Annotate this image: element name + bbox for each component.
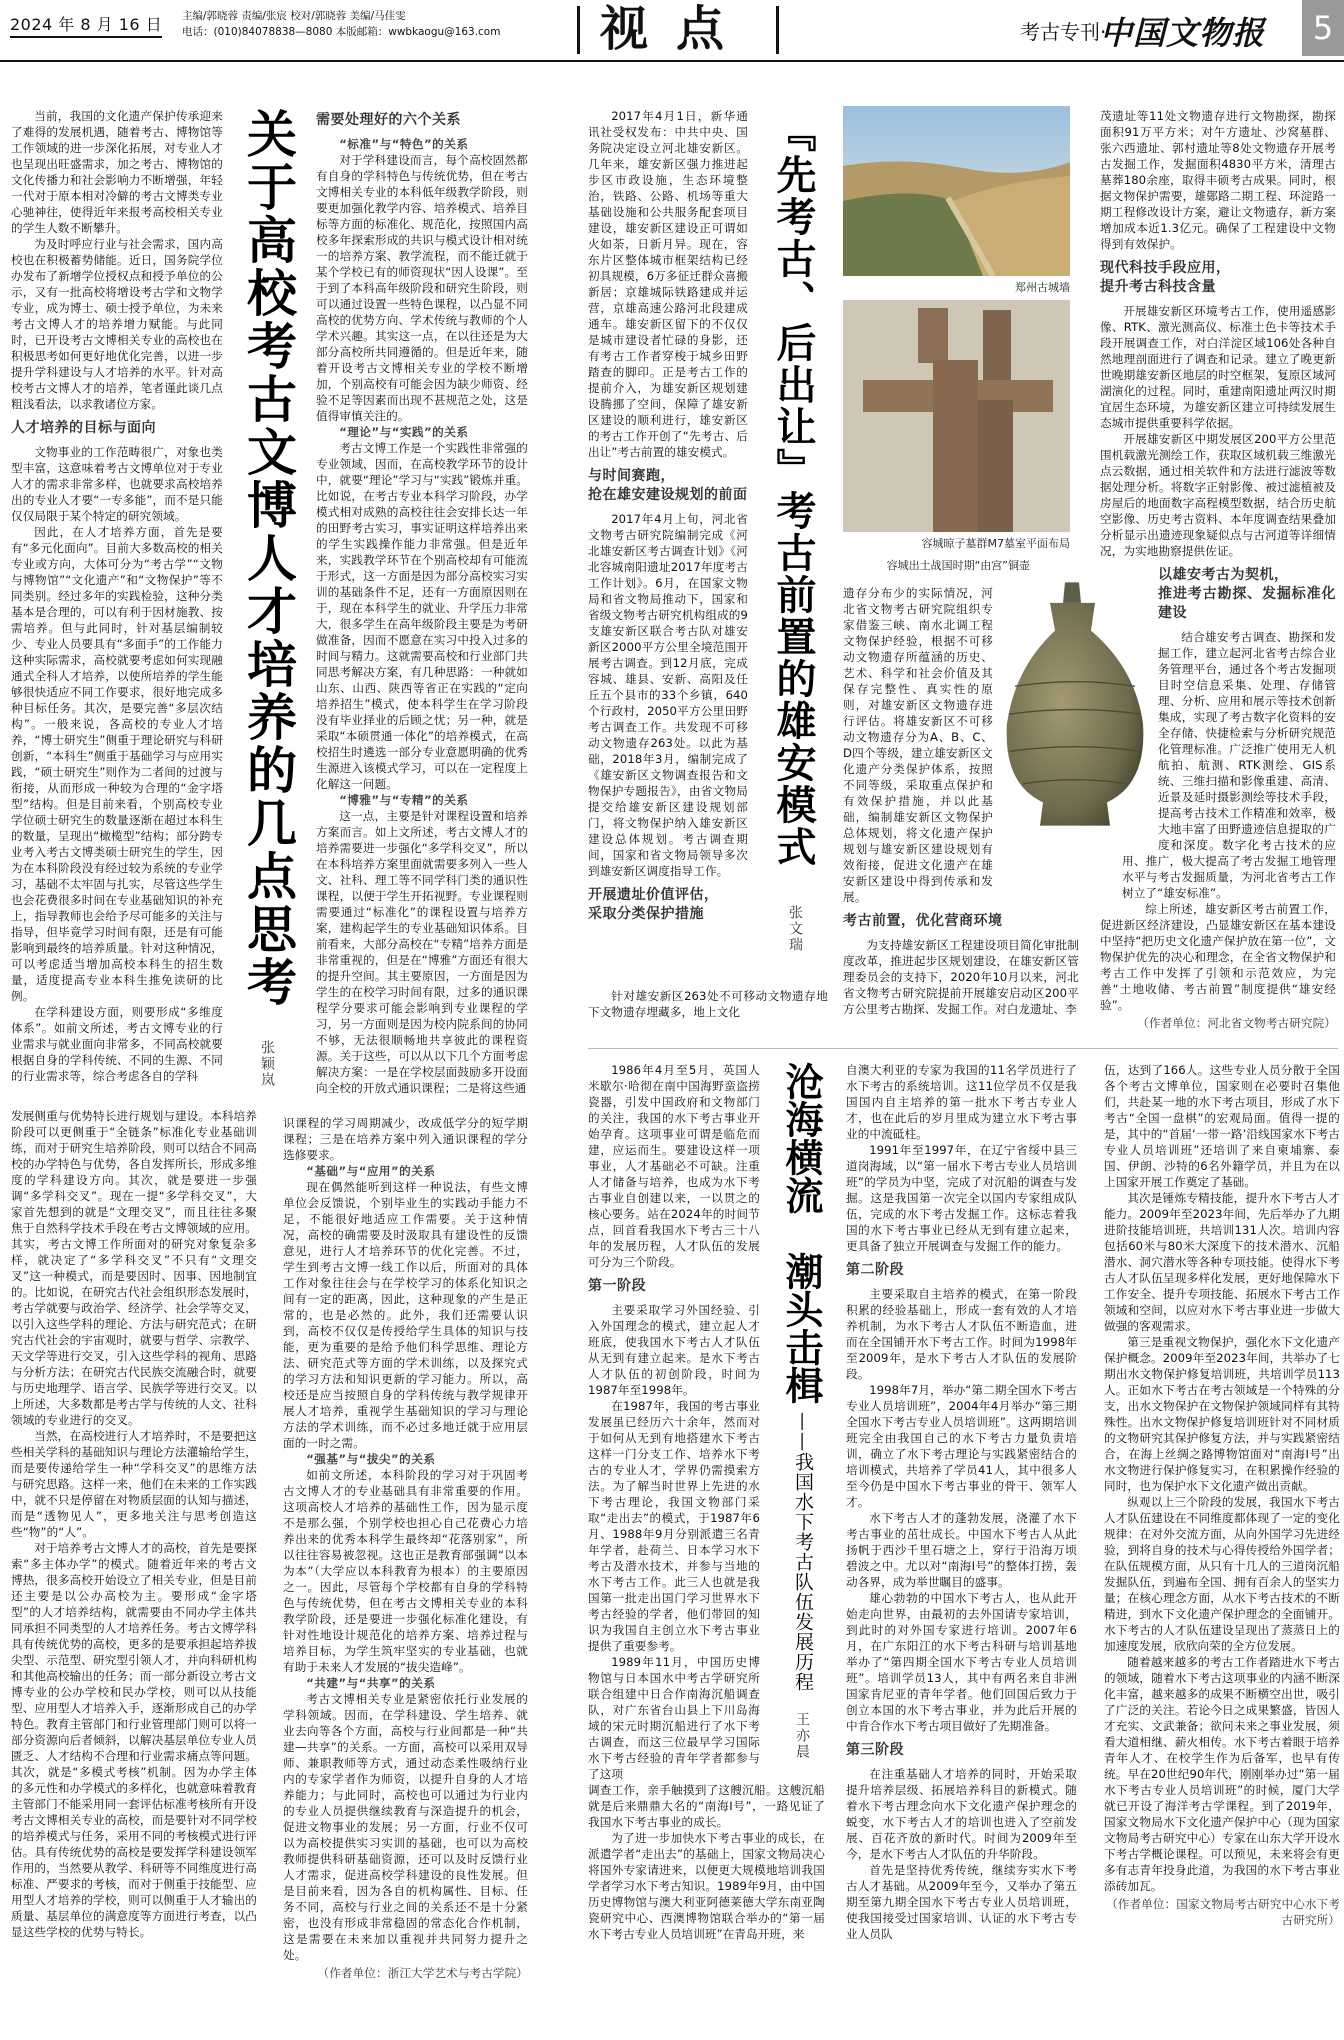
contact-line: 电话：(010)84078838—8080 本版邮箱：wwbkaogu@163.com	[182, 26, 501, 38]
section-heading: 第一阶段	[588, 1278, 646, 1294]
photo-caption: 容城晾子墓群M7墓室平面布局	[921, 537, 1070, 550]
section-heading: 以雄安考古为契机， 推进考古勘探、发掘标准化建设	[1158, 567, 1336, 621]
article1-column	[11, 1108, 257, 1940]
section-heading: 人才培养的目标与面向	[11, 420, 156, 436]
paragraph: 当前，我国的文化遗产保护传承迎来了难得的发展机遇，随着考古、博物馆等工作领域的进一步深化拓展，对专业人才也呈现出旺盛需求，加之考古、博物馆的文化传播力和社会影响力不断增强，年轻一代对于原本相对冷僻的考古文博类专业心驰神往，使得近年来报考高校相关专业的学生人数不断攀升。	[11, 109, 223, 235]
subsection-heading: “标准”与“特色”的关系	[339, 137, 469, 151]
photo-caption: 郑州古城墙	[1015, 281, 1070, 294]
subsection-heading: “共建”与“共享”的关系	[306, 1676, 436, 1690]
article2-headline: 『先考古、后出让』考古前置的雄安模式	[770, 112, 817, 868]
article2-column	[1100, 108, 1336, 1031]
article3-headline: 沧海横流 潮头击楫	[779, 1062, 824, 1404]
image-wrap-spacer	[1100, 843, 1122, 903]
subsection-heading: “博雅”与“专精”的关系	[339, 793, 469, 807]
article1-author: 张颖岚	[259, 1040, 275, 1088]
paragraph: 1989年11月，中国历史博物馆与日本国水中考古学研究所联合组建中日合作南海沉船调查队，对广东省台山县上下川岛海域的宋元时期沉船进行了水下考古调查，而这三位最早学习国际水下考古经验的青年学者都参与了这项	[588, 1655, 760, 1781]
article2-column	[588, 988, 828, 1020]
divider	[577, 6, 580, 54]
subsection-heading: “理论”与“实践”的关系	[339, 425, 469, 439]
paragraph: 在1987年，我国的考古事业发展虽已经历六十余年，然而对于如何从无到有地搭建水下考古这样一门分支工作、培养水下考古的专业人才，学界仍需摸索方法。为了解当时世界上先进的水下考古理论，我国文物部门采取“走出去”的模式，于1987年6月、1988年9月分别派遣三名青年学者，赴荷兰、日本学习水下考古及潜水技术，并参与当地的水下考古工作。此三人也就是我国第一批走出国门学习世界水下考古经验的学者，他们带回的知识为我国自主创立水下考古事业提供了重要参考。	[588, 1399, 760, 1653]
paragraph: 纵观以上三个阶段的发展，我国水下考古人才队伍建设在不同维度都体现了一定的变化规律：在对外交流方面，从向外国学习先进经验，到将自身的技术与心得传授给外国学者；在队伍规模方面，从只有十几人的三道岗沉船发掘队伍，到遍布全国、拥有百余人的坚实力量；在核心理念方面，从水下考古技术的不断精进，到水下文化遗产保护理念的全面铺开。水下考古的人才队伍建设呈现出了蒸蒸日上的加速度发展，欣欣向荣的全方位发展。	[1104, 1495, 1340, 1653]
photo-tomb-layout	[843, 300, 1070, 532]
paragraph: 对于培养考古文博人才的高校，首先是要探索“多主体办学”的模式。随着近年来的考古文博热，很多高校开始设立了相关专业，但是目前还主要是以公办高校为主。要形成“金字塔型”的人才培养结构，就需要由不同办学主体共同承担不同类型的人才培养任务。考古文博学科具有传统优势的高校，更多的是要承担起培养拔尖型、示范型、研究型引领人才，并向科研机构和其他高校输出的任务；而一部分新设立考古文博专业的公办学校和民办学校，则可以从技能型、应用型人才培养入手，逐渐形成自己的办学特色。教育主管部门和行业管理部门则可以将一部分资源向后者倾斜，以解决基层单位专业人员匮乏、人才结构不合理和行业需求痛点等问题。其次，就是“多模式考核”机制。因为办学主体的多元性和办学模式的多样化，也就意味着教育主管部门不能采用同一套评估标准考核所有开设考古文博相关专业的高校，而是要针对不同学校的培养模式与任务，采用不同的考核模式进行评估。具有传统优势的高校是要发挥学科建设领军作用的，当然要从教学、科研等不同维度进行高标准、严要求的考核，而对于侧重于技能型、应用型人才培养的学校，则可以侧重于人才输出的质量、基层单位的满意度等方面进行考查，以凸显这些学校的优势与特长。	[11, 1541, 257, 1939]
paragraph: 首先是坚持优秀传统，继续夯实水下考古人才基础。从2009年至今，又举办了第五期至第九期全国水下考古专业人员培训班，使我国接受过国家培训、认证的水下考古专业人员队	[846, 1863, 1077, 1941]
paragraph: 在学科建设方面，则要形成“多维度体系”。如前文所述，考古文博专业的行业需求与就业面向非常多，不同高校就要根据自身的学科传统、不同的生源、不同的行业需求等，综合考虑各自的学科	[11, 1005, 223, 1083]
section-heading: 开展遗址价值评估， 采取分类保护措施	[588, 887, 719, 922]
article3-column	[588, 1062, 760, 1782]
section-heading: 现代科技手段应用， 提升考古科技含量	[1100, 260, 1231, 295]
paragraph: 茂遗址等11处文物遗存进行文物勘探，勘探面积91万平方米；对午方遗址、沙窝墓群、张六西遗址、郭村遗址等8处文物遗存开展考古发掘工作，发掘面积4830平方米，清理古墓葬180余座，取得丰硕考古成果。同时，根据文物保护需要，雄鄚路二期工程、环淀路一期工程修改设计方案，避让文物遗存，新方案增加成本近1.3亿元。确保了工程建设中文物得到有效保护。	[1100, 109, 1336, 251]
article1-column	[316, 111, 528, 1115]
supplement-name: 考古专刊·	[1020, 20, 1107, 44]
paragraph: 其次是锤炼专精技能，提升水下考古人才能力。2009年至2023年间，先后举办了九期进阶技能培训班，共培训131人次。培训内容包括60米与80米大深度下的技术潜水、沉船潜水、洞穴潜水等各种专项技能。使得水下考古人才队伍呈现多样化发展，更好地保障水下工作安全、提升专项技能、拓展水下考古工作领域和空间，以应对水下考古事业进一步做大做强的客观需求。	[1104, 1191, 1340, 1333]
paragraph: 1991年至1997年，在辽宁省绥中县三道岗海域，以“第一届水下考古专业人员培训班”的学员为中坚，完成了对沉船的调查与发掘。这是我国第一次完全以国内专家组成队伍，完成的水下考古发掘工作。这标志着我国的水下考古事业已经从无到有建立起来，更具备了独立开展调查与发掘工作的能力。	[846, 1143, 1077, 1253]
article2-middle-stack	[843, 585, 1079, 1017]
article3-column	[1104, 1062, 1340, 1928]
paragraph: 如前文所述，本科阶段的学习对于巩固考古文博人才的专业基础具有非常重要的作用。这项高校人才培养的基础性工作，因为显示度不是那么强，个别学校也担心自己花费心力培养出来的优秀本科学生最终却“花落别家”，所以往往容易被忽视。这也正是教育部强调“以本为本”（大学应以本科教育为根本）的主要原因之一。因此，尽管每个学校都有自身的学科特色与传统优势，但在考古文博相关专业的本科教学阶段，还是要进一步强化标准化建设，有针对性地设计规范化的培养方案、培养过程与培养目标，为学生筑牢坚实的专业基础，也就有助于未来人才发展的“拔尖造峰”。	[283, 1468, 528, 1674]
photo-zhengzhou-city-wall	[843, 106, 1070, 276]
article1-headline: 关于高校考古文博人才培养的几点思考	[239, 108, 298, 1009]
issue-date: 2024 年 8 月 16 日	[10, 12, 162, 38]
paragraph: 1986年4月至5月，英国人米歇尔·哈彻在南中国海野蛮盗捞瓷器，引发中国政府和文物部门的关注，我国的水下考古事业开始孕育。这项事业可谓是临危而建，应运而生。要建设这样一项事业，人才基础必不可缺。注重人才储备与培养，也成为水下考古事业自创建以来，一以贯之的核心要务。站在2024年的时间节点，回首看我国水下考古三十八年的发展历程，人才队伍的发展可分为三个阶段。	[588, 1063, 760, 1269]
paragraph: 伍，达到了166人。这些专业人员分散于全国各个考古文博单位，国家则在必要时召集他们，共赴某一地的水下考古项目，形成了水下考古“全国一盘棋”的宏观局面。值得一提的是，其中的“首届‘一带一路’沿线国家水下考古专业人员培训班”还培训了来自柬埔寨、泰国、伊朗、沙特的6名外籍学员，并且为在以上国家开展工作奠定了基础。	[1104, 1063, 1340, 1189]
article3-column	[588, 1782, 825, 1942]
author-affiliation: （作者单位：河北省文物考古研究院）	[1137, 1016, 1336, 1030]
author-affiliation: （作者单位：国家文物局考古研究中心水下考古研究所）	[1106, 1897, 1340, 1927]
photo-caption: 容城出土战国时期“由宫”铜壶	[886, 559, 1030, 572]
article2-left-stack	[588, 108, 828, 1020]
subsection-heading: “强基”与“拔尖”的关系	[306, 1452, 436, 1466]
section-title: 视点	[600, 1, 753, 57]
staff-line: 主编/郭晓蓉 责编/张宸 校对/郭晓蓉 美编/马佳雯	[182, 10, 406, 22]
paragraph: 当然，在高校进行人才培养时，不是要把这些相关学科的基础知识与理论方法灌输给学生，而是要传递给学生一种“学科交叉”的思维方法与研究思路。这样一来，他们在未来的工作实践中，就不只是停留在对物质层面的认知与描述，而是“透物见人”，更多地关注与思考创造这些“物”的“人”。	[11, 1429, 257, 1539]
paragraph: 第三是重视文物保护，强化水下文化遗产保护概念。2009年至2023年间，共举办了七期出水文物保护修复培训班，共培训学员113人。正如水下考古在考古领域是一个特殊的分支，出水文物保护在文物保护领域同样有其特殊性。出水文物保护修复培训班针对不同材质的文物研究其保护修复方法，并与实践紧密结合，在海上丝绸之路博物馆面对“南海Ⅰ号”出水文物进行保护修复实习，在积累操作经验的同时，也为保护水下文化遗产做出贡献。	[1104, 1335, 1340, 1493]
editorial-staff	[182, 8, 500, 40]
article3-column	[846, 1062, 1077, 1942]
city-wall-image	[843, 106, 1070, 276]
subsection-heading: “基础”与“应用”的关系	[306, 1164, 436, 1178]
article2-author: 张文瑞	[787, 905, 803, 953]
paragraph: 水下考古人才的蓬勃发展，浇灌了水下考古事业的茁壮成长。中国水下考古人从此扬帆于西沙千里石塘之上，穿行于沿海万顷碧波之中。尤以对“南海Ⅰ号”的整体打捞，轰动各界，成为举世瞩目的盛事。	[846, 1511, 1077, 1589]
paragraph: 主要采取学习外国经验、引入外国理念的模式，建立起人才班底，使我国水下考古人才队伍从无到有建立起来。是水下考古人才队伍的初创阶段，时间为1987年至1998年。	[588, 1303, 760, 1397]
article2-column	[843, 585, 993, 905]
paragraph: 调查工作，亲手触摸到了这艘沉船。这艘沉船就是后来鼎鼎大名的“南海Ⅰ号”，一路见证了我国水下考古事业的成长。	[588, 1783, 825, 1829]
section-heading: 与时间赛跑， 抢在雄安建设规划的前面	[588, 468, 748, 503]
paragraph: 为了进一步加快水下考古事业的成长，在派遣学者“走出去”的基础上，国家文物局决心将国外专家请进来，以便更大规模地培训我国学者学习水下考古知识。1989年9月，由中国历史博物馆与澳大利亚阿德莱德大学东南亚陶瓷研究中心、西澳博物馆联合举办的“第一届水下考古专业人员培训班”在青岛开班，来	[588, 1831, 825, 1941]
article2-column	[588, 108, 748, 988]
paragraph: 2017年4月上旬，河北省文物考古研究院编制完成《河北雄安新区考古调查计划》《河北容城南阳遗址2017年度考古工作计划》。6月，在国家文物局和省文物局推动下，国家和省级文物考古研究机构组成的9支雄安新区联合考古队对雄安新区2000平方公里全境范围开展考古调查。到12月底，完成容城、雄县、安新、高阳及任丘五个县市的33个乡镇，640个行政村，2050平方公里田野考古调查工作。共发现不可移动文物遗存263处。以此为基础，2018年3月，编制完成了《雄安新区文物调查报告和文物保护专题报告》，由省文物局提交给雄安新区建设规划部门，将文物保护纳入雄安新区建设总体规划。考古调查期间，国家和省文物局领导多次到雄安新区调度指导工作。	[588, 512, 748, 878]
image-wrap-spacer	[1100, 578, 1158, 843]
paragraph: 开展雄安新区环境考古工作，使用遥感影像、RTK、激光测高仪、标准土色卡等技术手段开展调查工作，对白洋淀区域106处各种自然地理剖面进行了调查和记录。建立了晚更新世晚期雄安新区地层的时空框架，复原区域河湖演化的过程。同时，重建南阳遗址两汉时期宜居生态环境，为雄安新区建立可持续发展生态城市提供重要科学依据。	[1100, 304, 1336, 430]
paragraph: 为及时呼应行业与社会需求，国内高校也在积极蓄势储能。近日，国务院学位办发布了新增学位授权点和授予单位的公示，又有一批高校将增设考古学和文物学专业，成为博士、硕士授予单位，为未来考古文博人才的培养增力赋能。与此同时，已开设考古文博相关专业的高校也在积极思考如何更好地优化完善，以进一步提升学科建设与人才培养的水平。针对高校考古文博人才的培养，笔者谨此谈几点粗浅看法，以求教诸位方家。	[11, 237, 223, 411]
article3-left-stack	[588, 1062, 825, 1942]
paragraph: 考古文博工作是一个实践性非常强的专业领域，因而，在高校教学环节的设计中，就要“理论”学习与“实践”锻炼并重。比如说，在考古专业本科学习阶段，办学模式相对成熟的高校往往会安排长达一年的田野考古实习，事实证明这样培养出来的学生实践操作能力非常强。但是近年来，实践教学环节在个别高校却有可能流于形式，这一方面是因为部分高校实习实训的基础条件不足，还有一方面原因则在于，现在本科学生的就业、升学压力非常大，很多学生在高年级阶段主要是为考研做准备，因而不愿意在实习中投入过多的时间与精力。这就需要高校和行业部门共同思考解决方案，有几种思路：一种就如山东、山西、陕西等省正在实践的“定向培养招生”模式，使本科学生在学习阶段没有毕业择业的后顾之忧；另一种，就是采取“本硕贯通一体化”的培养模式，在高校招生时遴选一部分专业意愿明确的优秀生源进入该模式学习，可以在一定程度上化解这一问题。	[316, 441, 528, 791]
section-heading: 第二阶段	[846, 1262, 904, 1278]
article2-column	[843, 912, 1079, 1017]
paragraph: 在注重基础人才培养的同时，开始采取提升培养层级、拓展培养科目的新模式。随着水下考古理念向水下文化遗产保护理念的蜕变，水下考古人才的培训也进入了空前发展、百花齐放的新时代。时间为2009年至今，是水下考古人才队伍的升华阶段。	[846, 1767, 1077, 1861]
section-heading: 考古前置，优化营商环境	[843, 913, 1003, 929]
paragraph: 对于学科建设而言，每个高校固然都有自身的学科特色与传统优势，但在考古文博相关专业的本科低年级教学阶段，则要更加强化教学内容、培养模式、培养目标等方面的标准化、规范化，按照国内高校多年探索形成的共识与模式设计相对统一的培养方案、教学流程，而不能迁就于某个学校已有的师资现状“因人设课”。至于到了本科高年级阶段和研究生阶段，则可以通过设置一些特色课程，以凸显不同高校的优势方向、学术传统与教师的个人学术兴趣。其实这一点，在以往还是为大部分高校所共同遵循的。但是近年来，随着开设考古文博相关专业的学校不断增加，个别高校有可能会因为缺少师资、经验不足等因素而出现不甚规范之处，这是值得审慎关注的。	[316, 153, 528, 423]
author-affiliation: （作者单位：浙江大学艺术与考古学院）	[317, 1966, 528, 1980]
divider	[776, 6, 779, 54]
paragraph: 考古文博相关专业是紧密依托行业发展的学科领域。因而，在学科建设、学生培养、就业去向等各个方面，高校与行业间都是一种“共建—共享”的关系。一方面，高校可以采用双导师、兼职教师等方式，通过动态柔性吸纳行业内的专家学者作为师资，以提升自身的人才培养能力；与此同时，高校也可以通过为行业内的专业人员提供继续教育与深造提升的机会，促进文物事业的发展；另一方面，行业不仅可以为高校提供实习实训的基础，也可以为高校教师提供科研基础资源，还可以及时反馈行业人才需求，促进高校学科建设的良性发展。但是目前来看，因为各自的机构属性、目标、任务不同，高校与行业之间的关系还不是十分紧密，也没有形成非常稳固的常态化合作机制，这是需要在未来加以重视并共同努力提升之处。	[283, 1692, 528, 1962]
paragraph: 这一点，主要是针对课程设置和培养方案而言。如上文所述，考古文博人才的培养需要进一步强化“多学科交叉”，所以在本科培养方案里面就需要多列入一些人文、社科、理工等不同学科门类的通识性课程，以便于学生开拓视野。专业课程则需要通过“标准化”的课程设置与培养方案，建构起学生的专业基础知识体系。目前看来，大部分高校在“专精”培养方面是非常重视的，但是在“博雅”方面还有很大的提升空间。其主要原因，一方面是因为学生的在校学习时间有限，过多的通识课程学分要求可能会影响到专业课程的学习，另一方面则是因为校内院系间的协同不够，无法很顺畅地共享彼此的课程资源。关于这些，可以从以下几个方面考虑解决方案：一是在学校层面鼓励多开设面向全校的开放式通识课程；二是将这些通	[316, 809, 528, 1095]
newspaper-logo: 中国文物报	[1100, 14, 1266, 52]
paragraph: 雄心勃勃的中国水下考古人，也从此开始走向世界，由最初的去外国请专家培训，到此时的对外国专家进行培训。2007年6月，在广东阳江的水下考古科研与培训基地举办了“第四期全国水下考古专业人员培训班”。培训学员13人，其中有两名来自非洲国家肯尼亚的青年学者。他们回国后致力于创立本国的水下考古事业，并为此后开展的中肯合作水下考古项目做好了先期准备。	[846, 1591, 1077, 1733]
paragraph: 2017年4月1日，新华通讯社受权发布：中共中央、国务院决定设立河北雄安新区。几年来，雄安新区强力推进起步区市政设施，生态环境整治，铁路、公路、机场等重大基础设施和公共服务配套项目建设，雄安新区建设正可谓如火如荼，日新月异。现在，容东片区整体城市框架结构已经初具规模，6万多征迁群众喜搬新居；京雄城际铁路建成并运营，京雄高速公路河北段建成通车。雄安新区留下的不仅仅是城市建设者忙碌的身影，还有考古工作者穿梭于城乡田野踏查的脚印。正是考古工作的提前介入，为雄安新区规划建设腾挪了空间，保障了雄安新区建设的顺利进行，雄安新区的考古工作开创了“先考古、后出让”考古前置的雄安模式。	[588, 109, 748, 459]
paragraph: 遗存分布少的实际情况，河北省文物考古研究院组织专家借鉴三峡、南水北调工程文物保护经验，根据不可移动文物遗存所蕴涵的历史、艺术、科学和社会价值及其保存完整性、真实性的原则，对雄安新区文物遗存进行评估。将雄安新区不可移动文物遗存分为A、B、C、D四个等级，建立雄安新区文化遗产分类保护体系，按照不同等级，采取重点保护和有效保护措施，并以此基础，编制雄安新区文物保护总体规划，将文化遗产保护规划与雄安新区建设规划有效衔接，促进文化遗产在雄安新区建设中得到传承和发展。	[843, 586, 993, 904]
article1-column	[283, 1115, 528, 1981]
paragraph: 现在偶然能听到这样一种说法，有些文博单位会反馈说，个别毕业生的实践动手能力不足，不能很好地适应工作需要。关于这种情况，高校的确需要及时汲取具有建设性的反馈意见，进行人才培养环节的优化完善。不过，学生到考古文博一线工作以后，所面对的具体工作对象往往会与在学校学习的体系化知识之间有一定的距离，因此，这种现象的产生是正常的，也是必然的。此外，我们还需要认识到，高校不仅仅是传授给学生具体的知识与技能，更为重要的是给予他们科学思维、理论方法、研究范式等方面的学术训练，以及探究式的学习方法和知识更新的学习能力。所以，高校还是应当按照自身的学科传统与教学规律开展人才培养，重视学生基础知识的学习与理论方法的学术训练，而不必过多地迁就于应用层面的一时之需。	[283, 1180, 528, 1450]
paragraph: 发展侧重与优势特长进行规划与建设。本科培养阶段可以更侧重于“全链条”标准化专业基础训练，而对于研究生培养阶段，则可以结合不同高校的办学特色与优势，各自发挥所长，形成多维度的学科建设方向。其次，就是要进一步强调“多学科交叉”。现在一提“多学科交叉”，大家首先想到的就是“文理交叉”，而且往往多聚焦于自然科学技术手段在考古文博领域的应用。其实，考古文博工作所面对的研究对象复杂多样，就决定了“多学科交叉”不只有“文理交叉”这一种模式，而是要因时、因事、因地制宜的。比如说，在研究古代社会组织形态发展时，考古学就要与政治学、经济学、社会学等交叉，以引入这些学科的理论、方法与研究范式；在研究古代社会的宇宙观时，就要与哲学、宗教学、天文学等进行交叉，引入这些学科的视角、思路与分析方法；在研究古代民族交流融合时，就要与历史地理学、语言学、民族学等进行交叉。以上所述，大多数都是考古学与传统的人文、社科领域的专业进行的交叉。	[11, 1109, 257, 1427]
paragraph: 识课程的学习周期减少，改成低学分的短学期课程；三是在培养方案中列入通识课程的学分选修要求。	[283, 1116, 528, 1162]
article1-right-stack	[283, 104, 528, 1981]
paragraph: 开展雄安新区中期发展区200平方公里范围机载激光测绘工作，获取区域机载三维激光点云数据，通过相关软件和方法进行滤波等数据处理分析。将数字正射影像、被过滤植被及房屋后的地面数字高程模型数据，结合历史航空影像、历史考古资料、本年度调查结果叠加分析显示出遗迹现象疑似点与古河道等详细情况，为实地勘察提供佐证。	[1100, 432, 1336, 558]
paragraph: 随着越来越多的考古工作者踏进水下考古的领域，随着水下考古这项事业的内涵不断深化丰富，越来越多的成果不断横空出世，吸引了广泛的关注。若论今日之成果繁盛，皆因人才充实、文武兼备；欲问未来之事业发展，须看大道相继、薪火相传。水下考古着眼于培养青年人才、在校学生作为后备军，也早有传统。早在20世纪90年代，刚刚举办过“第一届水下考古专业人员培训班”的时候，厦门大学就已开设了海洋考古学课程。到了2019年，国家文物局水下文化遗产保护中心（现为国家文物局考古研究中心）专家在山东大学开设水下考古学概论课程。可以预见，未来将会有更多有志青年投身此道，为我国的水下考古事业添砖加瓦。	[1104, 1655, 1340, 1893]
paragraph: 因此，在人才培养方面，首先是要有“多元化面向”。目前大多数高校的相关专业或方向，大体可分为“考古学”“文物与博物馆”“文化遗产”和“文物保护”等不同类别。经过多年的实践检验，这种分类基本是合理的，可以有利于因材施教、按需培养。但与此同时，针对基层编制较少、专业人员要具有“多面手”的工作能力这种实际需求，高校就要考虑如何实现融通式全科人才培养，以使所培养的学生能够很快适应不同工作要求，很好地完成多种目标任务。其次，是要完善“多层次结构”。一般来说，各高校的专业人才培养，“博士研究生”侧重于理论研究与科研创新，“本科生”侧重于基础学习与应用实践，“硕士研究生”则作为二者间的过渡与衔接，从而形成一种较为合理的“金字塔型”结构。但是目前来看，个别高校专业学位硕士研究生的数量逐渐在超过本科生的数量，呈现出“橄榄型”结构；部分跨专业考入考古文博类硕士研究生的学生，因为在本科阶段没有经过较为系统的专业学习，基础不太牢固与扎实，尽管这些学生也会花费很多时间在专业基础知识的补充上，指导教师也会给予尽可能多的关注与指导，但毕竟学习时间有限，还是有可能影响到最终的培养质量。针对这种情况，可以考虑适当增加高校本科生的招生数量，适度提高专业本科生推免读研的比例。	[11, 525, 223, 1003]
paragraph: 文物事业的工作范畴很广，对象也类型丰富，这意味着考古文博单位对于专业人才的需求非常多样，也就要求高校培养出的专业人才要“一专多能”，而不是只能仅仅局限于某个特定的研究领域。	[11, 445, 223, 523]
paragraph: 为支持雄安新区工程建设项目简化审批制度改革，推进起步区规划建设，在雄安新区管理委员会的支持下，2020年10月以来，河北省文物考古研究院提前开展雄安启动区200平方公里考古勘探、发掘工作。对白龙遗址、李	[843, 938, 1079, 1016]
article3-author: 王亦晨	[794, 1712, 810, 1760]
paragraph: 自澳大利亚的专家为我国的11名学员进行了水下考古的系统培训。这11位学员不仅是我国国内自主培养的第一批水下考古专业人才，也在此后的岁月里成为建立水下考古事业的中流砥柱。	[846, 1063, 1077, 1141]
article3-subtitle: ——我国水下考古队伍发展历程	[792, 1412, 814, 1692]
section-heading: 需要处理好的六个关系	[316, 112, 461, 128]
paragraph: 结合雄安考古调查、勘探和发掘工作，建立起河北省考古综合业务管理平台，通过各个考古发掘项目时空信息采集、处理、存储管理、分析、应用和展示等技术创新集成，实现了考古数字化资料的安全存储、快捷检索与分析研究规范化管理标准。广泛推广使用无人机航拍、航测、RTK测绘、GIS系统、三维扫描和影像重建、高清、近景及延时摄影测绘等技术手段，提高考古技术工作精准和效率，极大地丰富了田野遗迹信息提取的广度和深度。数字化考古技术的应用、推广，极大提高了考古发掘工地管理水平与考古发掘质量，为河北省考古工作树立了“雄安标准”。	[1122, 630, 1336, 900]
tomb-layout-image	[843, 300, 1070, 532]
paragraph: 综上所述，雄安新区考古前置工作，促进新区经济建设，凸显雄安新区在基本建设中坚持“把历史文化遗产保护放在第一位”，文物保护优先的决心和理念，在全省文物保护和考古工作中发挥了引领和示范效应，为完善“土地收储、考古前置”制度提供“雄安经验”。	[1100, 902, 1336, 1012]
paragraph: 针对雄安新区263处不可移动文物遗存地下文物遗存埋藏多，地上文化	[588, 989, 828, 1019]
section-heading: 第三阶段	[846, 1742, 904, 1758]
page-number: 5	[1302, 0, 1344, 56]
paragraph: 主要采取自主培养的模式，在第一阶段积累的经验基础上，形成一套有效的人才培养机制，为水下考古人才队伍不断造血，进而在全国铺开水下考古工作。时间为1998年至2009年，是水下考古人才队伍的发展阶段。	[846, 1287, 1077, 1381]
article1-column	[11, 108, 223, 1108]
paragraph: 1998年7月，举办“第二期全国水下考古专业人员培训班”，2004年4月举办“第三期全国水下考古专业人员培训班”。这两期培训班完全由我国自己的水下考古力量负责培训，确立了水下考古理论与实践紧密结合的培训模式，共培养了学员41人，其中很多人至今仍是中国水下考古事业的骨干、领军人才。	[846, 1383, 1077, 1509]
article1-left-stack	[11, 108, 257, 1940]
header-rule	[0, 60, 1344, 62]
article-divider	[588, 1048, 1338, 1049]
